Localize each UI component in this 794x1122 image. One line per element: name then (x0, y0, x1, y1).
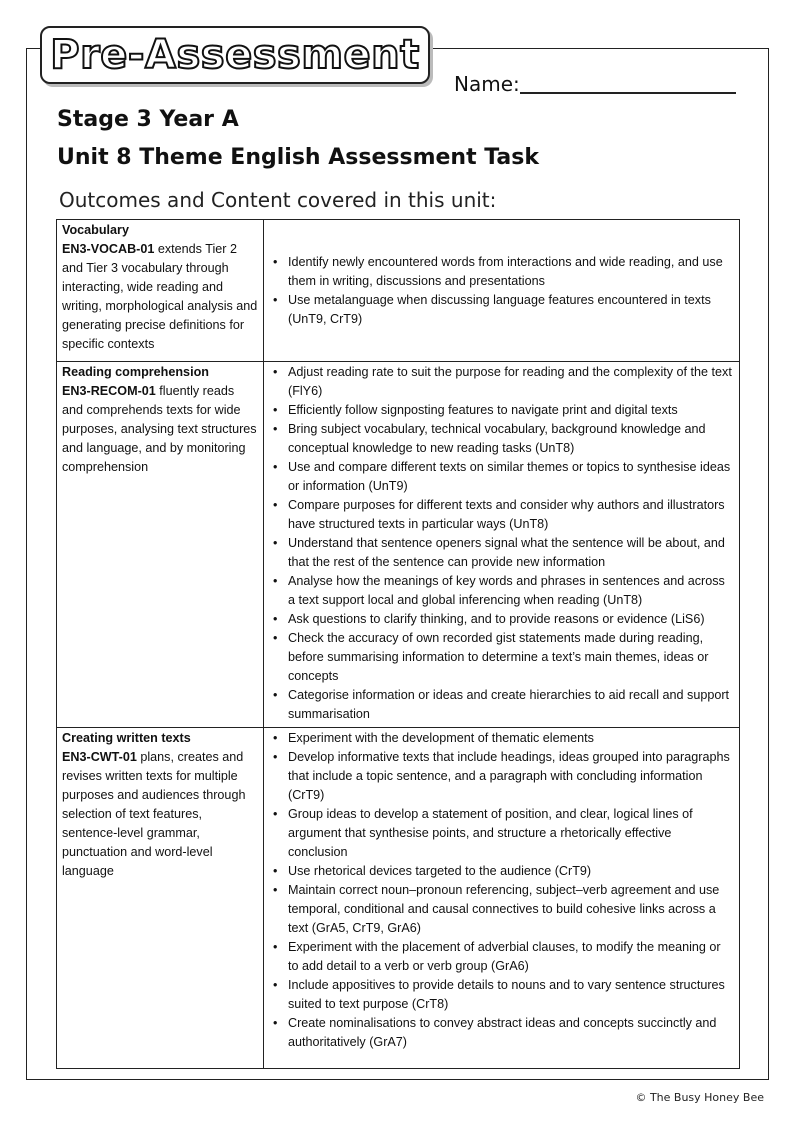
list-item: • Efficiently follow signposting features to navigate print and digital texts (269, 401, 734, 420)
stage-heading: Stage 3 Year A (57, 107, 239, 132)
copyright-footer: © The Busy Honey Bee (635, 1091, 764, 1104)
list-item: • Experiment with the placement of adverbial clauses, to modify the meaning or to add detail to a verb or verb group (GrA6) (269, 938, 734, 976)
strand-title: Vocabulary (62, 223, 129, 237)
table-row (57, 220, 740, 362)
outcome-description (62, 240, 258, 354)
list-item: • Develop informative texts that include headings, ideas grouped into paragraphs that include a topic sentence, and a paragraph with concluding information (CrT9) (269, 748, 734, 805)
list-item: • Use and compare different texts on similar themes or topics to synthesise ideas or information (UnT9) (269, 458, 734, 496)
content-list (269, 729, 734, 1052)
outcome-code: EN3-CWT-01 (62, 750, 137, 764)
outcome-cell (57, 220, 264, 362)
list-item: • Bring subject vocabulary, technical vocabulary, background knowledge and conceptual knowledge to new reading tasks (UnT8) (269, 420, 734, 458)
list-item: • Adjust reading rate to suit the purpose for reading and the complexity of the text (FlY6) (269, 363, 734, 401)
list-item: • Identify newly encountered words from interactions and wide reading, and use them in writing, discussions and presentations (269, 253, 734, 291)
list-item: • Compare purposes for different texts and consider why authors and illustrators have structured texts in particular ways (UnT8) (269, 496, 734, 534)
list-item: • Analyse how the meanings of key words and phrases in sentences and across a text support local and global inferencing when reading (UnT8) (269, 572, 734, 610)
outcome-text: extends Tier 2 and Tier 3 vocabulary through interacting, wide reading and writing, morphological analysis and generating precise definitions for specific contexts (62, 242, 258, 351)
table-row (57, 362, 740, 728)
outcome-code: EN3-VOCAB-01 (62, 242, 155, 256)
list-item: • Group ideas to develop a statement of position, and clear, logical lines of argument that synthesise points, and structure a rhetorically effective conclusion (269, 805, 734, 862)
outcome-text: plans, creates and revises written texts for multiple purposes and audiences through selection of text features, sentence-level grammar, punctuation and word-level language (62, 750, 246, 878)
outcome-cell (57, 362, 264, 728)
content-list (269, 363, 734, 724)
unit-heading: Unit 8 Theme English Assessment Task (57, 145, 539, 170)
list-item: • Categorise information or ideas and create hierarchies to aid recall and support summarisation (269, 686, 734, 724)
strand-title: Reading comprehension (62, 365, 209, 379)
outcomes-table (56, 219, 740, 1069)
content-list (269, 253, 734, 329)
content-cell (264, 728, 740, 1069)
list-item: • Use metalanguage when discussing language features encountered in texts (UnT9, CrT9) (269, 291, 734, 329)
list-item: • Experiment with the development of thematic elements (269, 729, 734, 748)
name-field[interactable] (520, 92, 736, 94)
list-item: • Maintain correct noun–pronoun referencing, subject–verb agreement and use temporal, conditional and causal connectives to build cohesive links across a text (GrA5, CrT9, GrA6) (269, 881, 734, 938)
outcome-description (62, 748, 258, 881)
list-item: • Use rhetorical devices targeted to the audience (CrT9) (269, 862, 734, 881)
content-cell (264, 220, 740, 362)
list-item: • Create nominalisations to convey abstract ideas and concepts succinctly and authoritatively (GrA7) (269, 1014, 734, 1052)
strand-title: Creating written texts (62, 731, 191, 745)
outcome-cell (57, 728, 264, 1069)
name-label: Name: (454, 72, 520, 96)
outcome-text: fluently reads and comprehends texts for wide purposes, analysing text structures and language, and by monitoring comprehension (62, 384, 257, 474)
page-title: Pre-Assessment (50, 32, 420, 78)
content-cell (264, 362, 740, 728)
table-row (57, 728, 740, 1069)
outcome-description (62, 382, 258, 477)
list-item: • Ask questions to clarify thinking, and to provide reasons or evidence (LiS6) (269, 610, 734, 629)
outcomes-intro: Outcomes and Content covered in this unit: (59, 188, 497, 212)
outcome-code: EN3-RECOM-01 (62, 384, 156, 398)
list-item: • Include appositives to provide details to nouns and to vary sentence structures suited to text purpose (CrT8) (269, 976, 734, 1014)
list-item: • Check the accuracy of own recorded gist statements made during reading, before summarising information to determine a text’s main themes, ideas or concepts (269, 629, 734, 686)
title-banner (40, 26, 430, 84)
list-item: • Understand that sentence openers signal what the sentence will be about, and that the rest of the sentence can provide new information (269, 534, 734, 572)
